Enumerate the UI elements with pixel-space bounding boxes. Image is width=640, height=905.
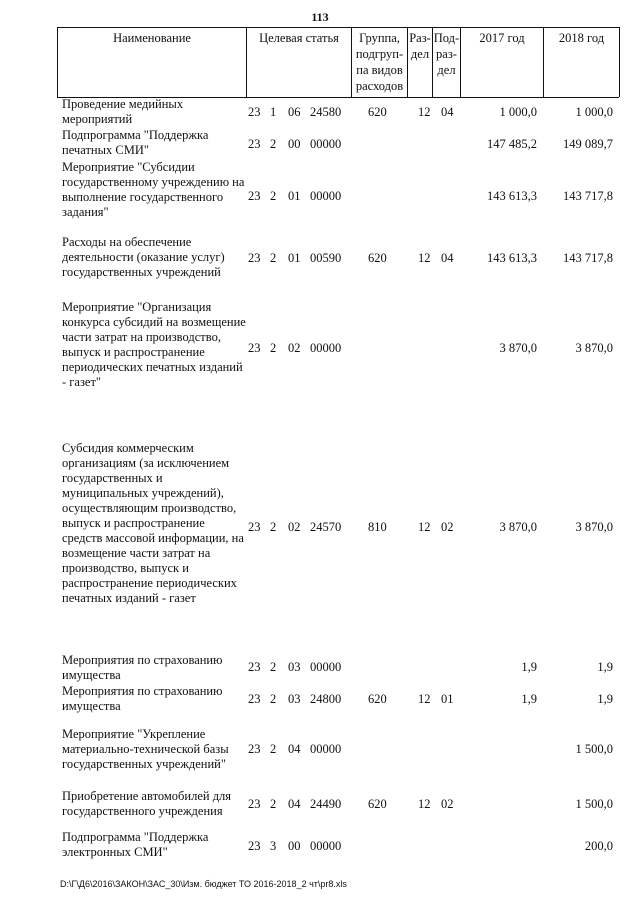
header-razdel: Раз- дел (409, 31, 431, 61)
row-a: 23 (248, 692, 261, 706)
row-year-2018: 1 500,0 (575, 797, 613, 811)
row-pod: 02 (441, 797, 454, 811)
row-d: 00000 (310, 839, 342, 853)
row-a: 23 (248, 137, 261, 151)
row-b: 1 (270, 105, 277, 119)
row-d: 00000 (310, 742, 342, 756)
row-name: Подпрограмма "Поддержка печатных СМИ" (62, 128, 209, 157)
row-c: 00 (288, 839, 301, 853)
row-c: 04 (288, 797, 301, 811)
row-b: 3 (270, 839, 277, 853)
row-grp: 620 (368, 105, 387, 119)
row-d: 00000 (310, 189, 342, 203)
row-c: 02 (288, 341, 301, 355)
row-d: 24800 (310, 692, 342, 706)
row-year-2018: 3 870,0 (575, 520, 613, 534)
row-c: 03 (288, 692, 301, 706)
row-d: 00000 (310, 341, 342, 355)
row-b: 2 (270, 251, 277, 265)
row-name: Мероприятия по страхованию имущества (62, 684, 223, 713)
row-b: 2 (270, 341, 277, 355)
row-pod: 04 (441, 251, 454, 265)
row-razd: 12 (418, 520, 431, 534)
row-name: Мероприятие "Организация конкурса субсидий на возмещение части затрат на производство, выпуск и распространение периодических печатных изданий - газет" (62, 300, 246, 389)
row-pod: 02 (441, 520, 454, 534)
row-b: 2 (270, 797, 277, 811)
row-name: Подпрограмма "Поддержка электронных СМИ" (62, 830, 209, 859)
row-year-2017: 3 870,0 (499, 520, 537, 534)
row-grp: 810 (368, 520, 387, 534)
row-name: Субсидия коммерческим организациям (за исключением государственных и муниципальных учреждений), осуществляющим производство, выпуск и распространение средств массовой информации, на возмещение части затрат на производство, выпуск и распространение периодических печатных изданий - газет (62, 441, 244, 605)
row-grp: 620 (368, 797, 387, 811)
row-pod: 01 (441, 692, 454, 706)
row-b: 2 (270, 660, 277, 674)
row-d: 00590 (310, 251, 342, 265)
row-grp: 620 (368, 692, 387, 706)
row-a: 23 (248, 341, 261, 355)
row-year-2017: 1 000,0 (499, 105, 537, 119)
row-c: 01 (288, 251, 301, 265)
row-c: 03 (288, 660, 301, 674)
header-target: Целевая статья (259, 31, 339, 45)
row-name: Мероприятия по страхованию имущества (62, 653, 223, 682)
row-a: 23 (248, 797, 261, 811)
row-a: 23 (248, 520, 261, 534)
row-d: 24490 (310, 797, 342, 811)
row-year-2018: 1 000,0 (575, 105, 613, 119)
row-c: 02 (288, 520, 301, 534)
row-name: Мероприятие "Укрепление материально-технической базы государственных учреждений" (62, 727, 229, 771)
row-name: Приобретение автомобилей для государственного учреждения (62, 789, 232, 818)
row-a: 23 (248, 742, 261, 756)
header-2017: 2017 год (479, 31, 525, 45)
footer-file-path: D:\Г\Д6\2016\ЗАКОН\ЗАС_30\Изм. бюджет ТО 2016-2018_2 чт\pr8.xls (60, 879, 347, 889)
row-year-2018: 143 717,8 (563, 251, 613, 265)
row-d: 24580 (310, 105, 342, 119)
row-d: 00000 (310, 660, 342, 674)
row-c: 04 (288, 742, 301, 756)
page-number: 113 (311, 10, 329, 24)
row-b: 2 (270, 742, 277, 756)
row-b: 2 (270, 137, 277, 151)
row-year-2017: 143 613,3 (487, 251, 537, 265)
row-year-2017: 143 613,3 (487, 189, 537, 203)
row-c: 06 (288, 105, 301, 119)
row-year-2017: 147 485,2 (487, 137, 537, 151)
row-grp: 620 (368, 251, 387, 265)
row-year-2018: 149 089,7 (563, 137, 613, 151)
row-year-2018: 200,0 (584, 839, 613, 853)
row-name: Мероприятие "Субсидии государственному учреждению на выполнение государственного задания" (62, 160, 245, 219)
row-a: 23 (248, 105, 261, 119)
row-razd: 12 (418, 692, 431, 706)
row-year-2018: 1 500,0 (575, 742, 613, 756)
row-b: 2 (270, 189, 277, 203)
row-b: 2 (270, 520, 277, 534)
row-year-2017: 3 870,0 (499, 341, 537, 355)
row-name: Проведение медийных мероприятий (62, 97, 184, 126)
row-year-2018: 143 717,8 (563, 189, 613, 203)
header-2018: 2018 год (558, 31, 605, 45)
row-d: 00000 (310, 137, 342, 151)
row-d: 24570 (310, 520, 342, 534)
row-a: 23 (248, 839, 261, 853)
row-year-2018: 1,9 (597, 692, 613, 706)
row-year-2018: 1,9 (597, 660, 613, 674)
row-year-2018: 3 870,0 (575, 341, 613, 355)
header-group: Группа, подгруп- па видов расходов (355, 31, 404, 93)
row-year-2017: 1,9 (521, 692, 537, 706)
row-a: 23 (248, 251, 261, 265)
row-c: 00 (288, 137, 301, 151)
header-podrazdel: Под- раз- дел (433, 31, 460, 77)
row-year-2017: 1,9 (521, 660, 537, 674)
header-name: Наименование (113, 31, 191, 45)
row-a: 23 (248, 189, 261, 203)
row-pod: 04 (441, 105, 454, 119)
row-a: 23 (248, 660, 261, 674)
row-razd: 12 (418, 797, 431, 811)
row-razd: 12 (418, 251, 431, 265)
row-c: 01 (288, 189, 301, 203)
row-b: 2 (270, 692, 277, 706)
row-razd: 12 (418, 105, 431, 119)
row-name: Расходы на обеспечение деятельности (оказание услуг) государственных учреждений (62, 235, 225, 279)
